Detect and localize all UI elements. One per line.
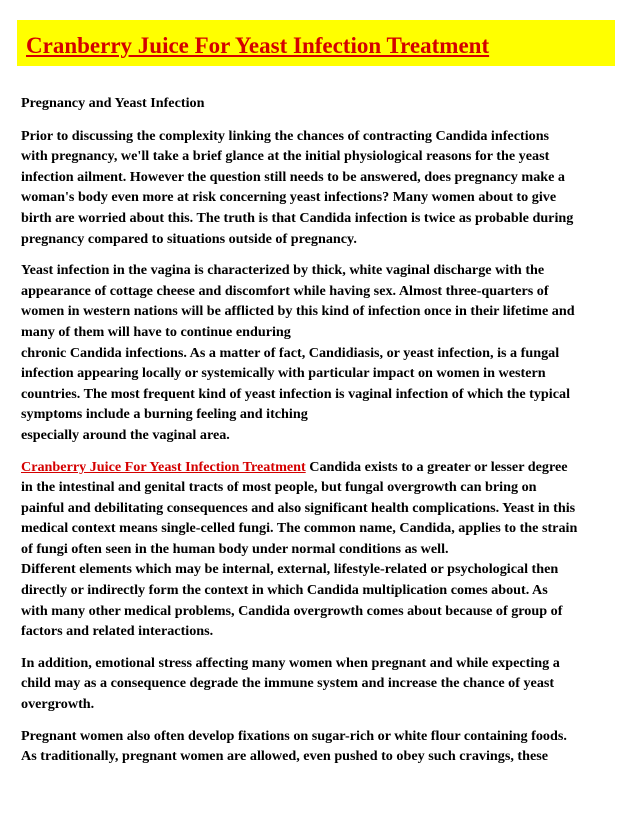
text-line: In addition, emotional stress affecting many women when pregnant and while expecting a xyxy=(21,654,560,671)
text-line: women in western nations will be afflicted by this kind of infection once in their lifetime and xyxy=(21,303,575,320)
text-line: Different elements which may be internal, external, lifestyle-related or psychological then xyxy=(21,561,559,578)
text-line: infection ailment. However the question still needs to be answered, does pregnancy make a xyxy=(21,168,566,185)
paragraph-5 xyxy=(21,726,621,767)
article-link[interactable]: Cranberry Juice For Yeast Infection Treatment xyxy=(21,458,306,475)
text-line: infection appearing locally or systemically with particular impact on women in western xyxy=(21,365,546,382)
text-line: painful and debilitating consequences and also significant health complications. Yeast in this xyxy=(21,499,576,516)
document-title[interactable]: Cranberry Juice For Yeast Infection Treatment xyxy=(26,33,490,58)
text-line: with pregnancy, we'll take a brief glance at the initial physiological reasons for the yeast xyxy=(21,148,550,165)
text-line: woman's body even more at risk concerning yeast infections? Many women about to give xyxy=(21,189,557,206)
text-line: in the intestinal and genital tracts of most people, but fungal overgrowth can bring on xyxy=(21,479,537,496)
text-line: of fungi often seen in the human body under normal conditions as well. xyxy=(21,540,449,557)
text-line: Yeast infection in the vagina is characterized by thick, white vaginal discharge with the xyxy=(21,262,545,279)
text-line: Prior to discussing the complexity linking the chances of contracting Candida infections xyxy=(21,127,550,144)
text-line: especially around the vaginal area. xyxy=(21,426,230,443)
paragraph-2 xyxy=(21,260,621,445)
text-line: overgrowth. xyxy=(21,696,95,713)
title-banner xyxy=(17,20,615,66)
text-line: medical context means single-celled fungi. The common name, Candida, applies to the strain xyxy=(21,520,578,537)
text-line: birth are worried about this. The truth is that Candida infection is twice as probable during xyxy=(21,209,574,226)
text-line: As traditionally, pregnant women are allowed, even pushed to obey such cravings, these xyxy=(21,748,549,765)
text-line: directly or indirectly form the context in which Candida multiplication comes about. As xyxy=(21,582,548,599)
text-line: chronic Candida infections. As a matter of fact, Candidiasis, or yeast infection, is a fungal xyxy=(21,344,560,361)
text-line: with many other medical problems, Candida overgrowth comes about because of group of xyxy=(21,602,563,619)
section-heading: Pregnancy and Yeast Infection xyxy=(21,95,205,111)
document-body xyxy=(21,93,621,778)
text-line: Cranberry Juice For Yeast Infection Treatment Candida exists to a greater or lesser degree xyxy=(21,458,568,475)
paragraph-4 xyxy=(21,653,621,715)
text-line: Pregnant women also often develop fixations on sugar-rich or white flour containing foods. xyxy=(21,727,567,744)
text-line: symptoms include a burning feeling and itching xyxy=(21,406,308,423)
text-line: child may as a consequence degrade the immune system and increase the chance of yeast xyxy=(21,675,555,692)
paragraph-3 xyxy=(21,457,621,642)
text-line: many of them will have to continue enduring xyxy=(21,323,291,340)
text-line: pregnancy compared to situations outside of pregnancy. xyxy=(21,230,357,247)
text-line: factors and related interactions. xyxy=(21,623,214,640)
text-line: appearance of cottage cheese and discomfort while having sex. Almost three-quarters of xyxy=(21,282,549,299)
paragraph-1 xyxy=(21,126,621,250)
text-line: countries. The most frequent kind of yeast infection is vaginal infection of which the typical xyxy=(21,385,570,402)
